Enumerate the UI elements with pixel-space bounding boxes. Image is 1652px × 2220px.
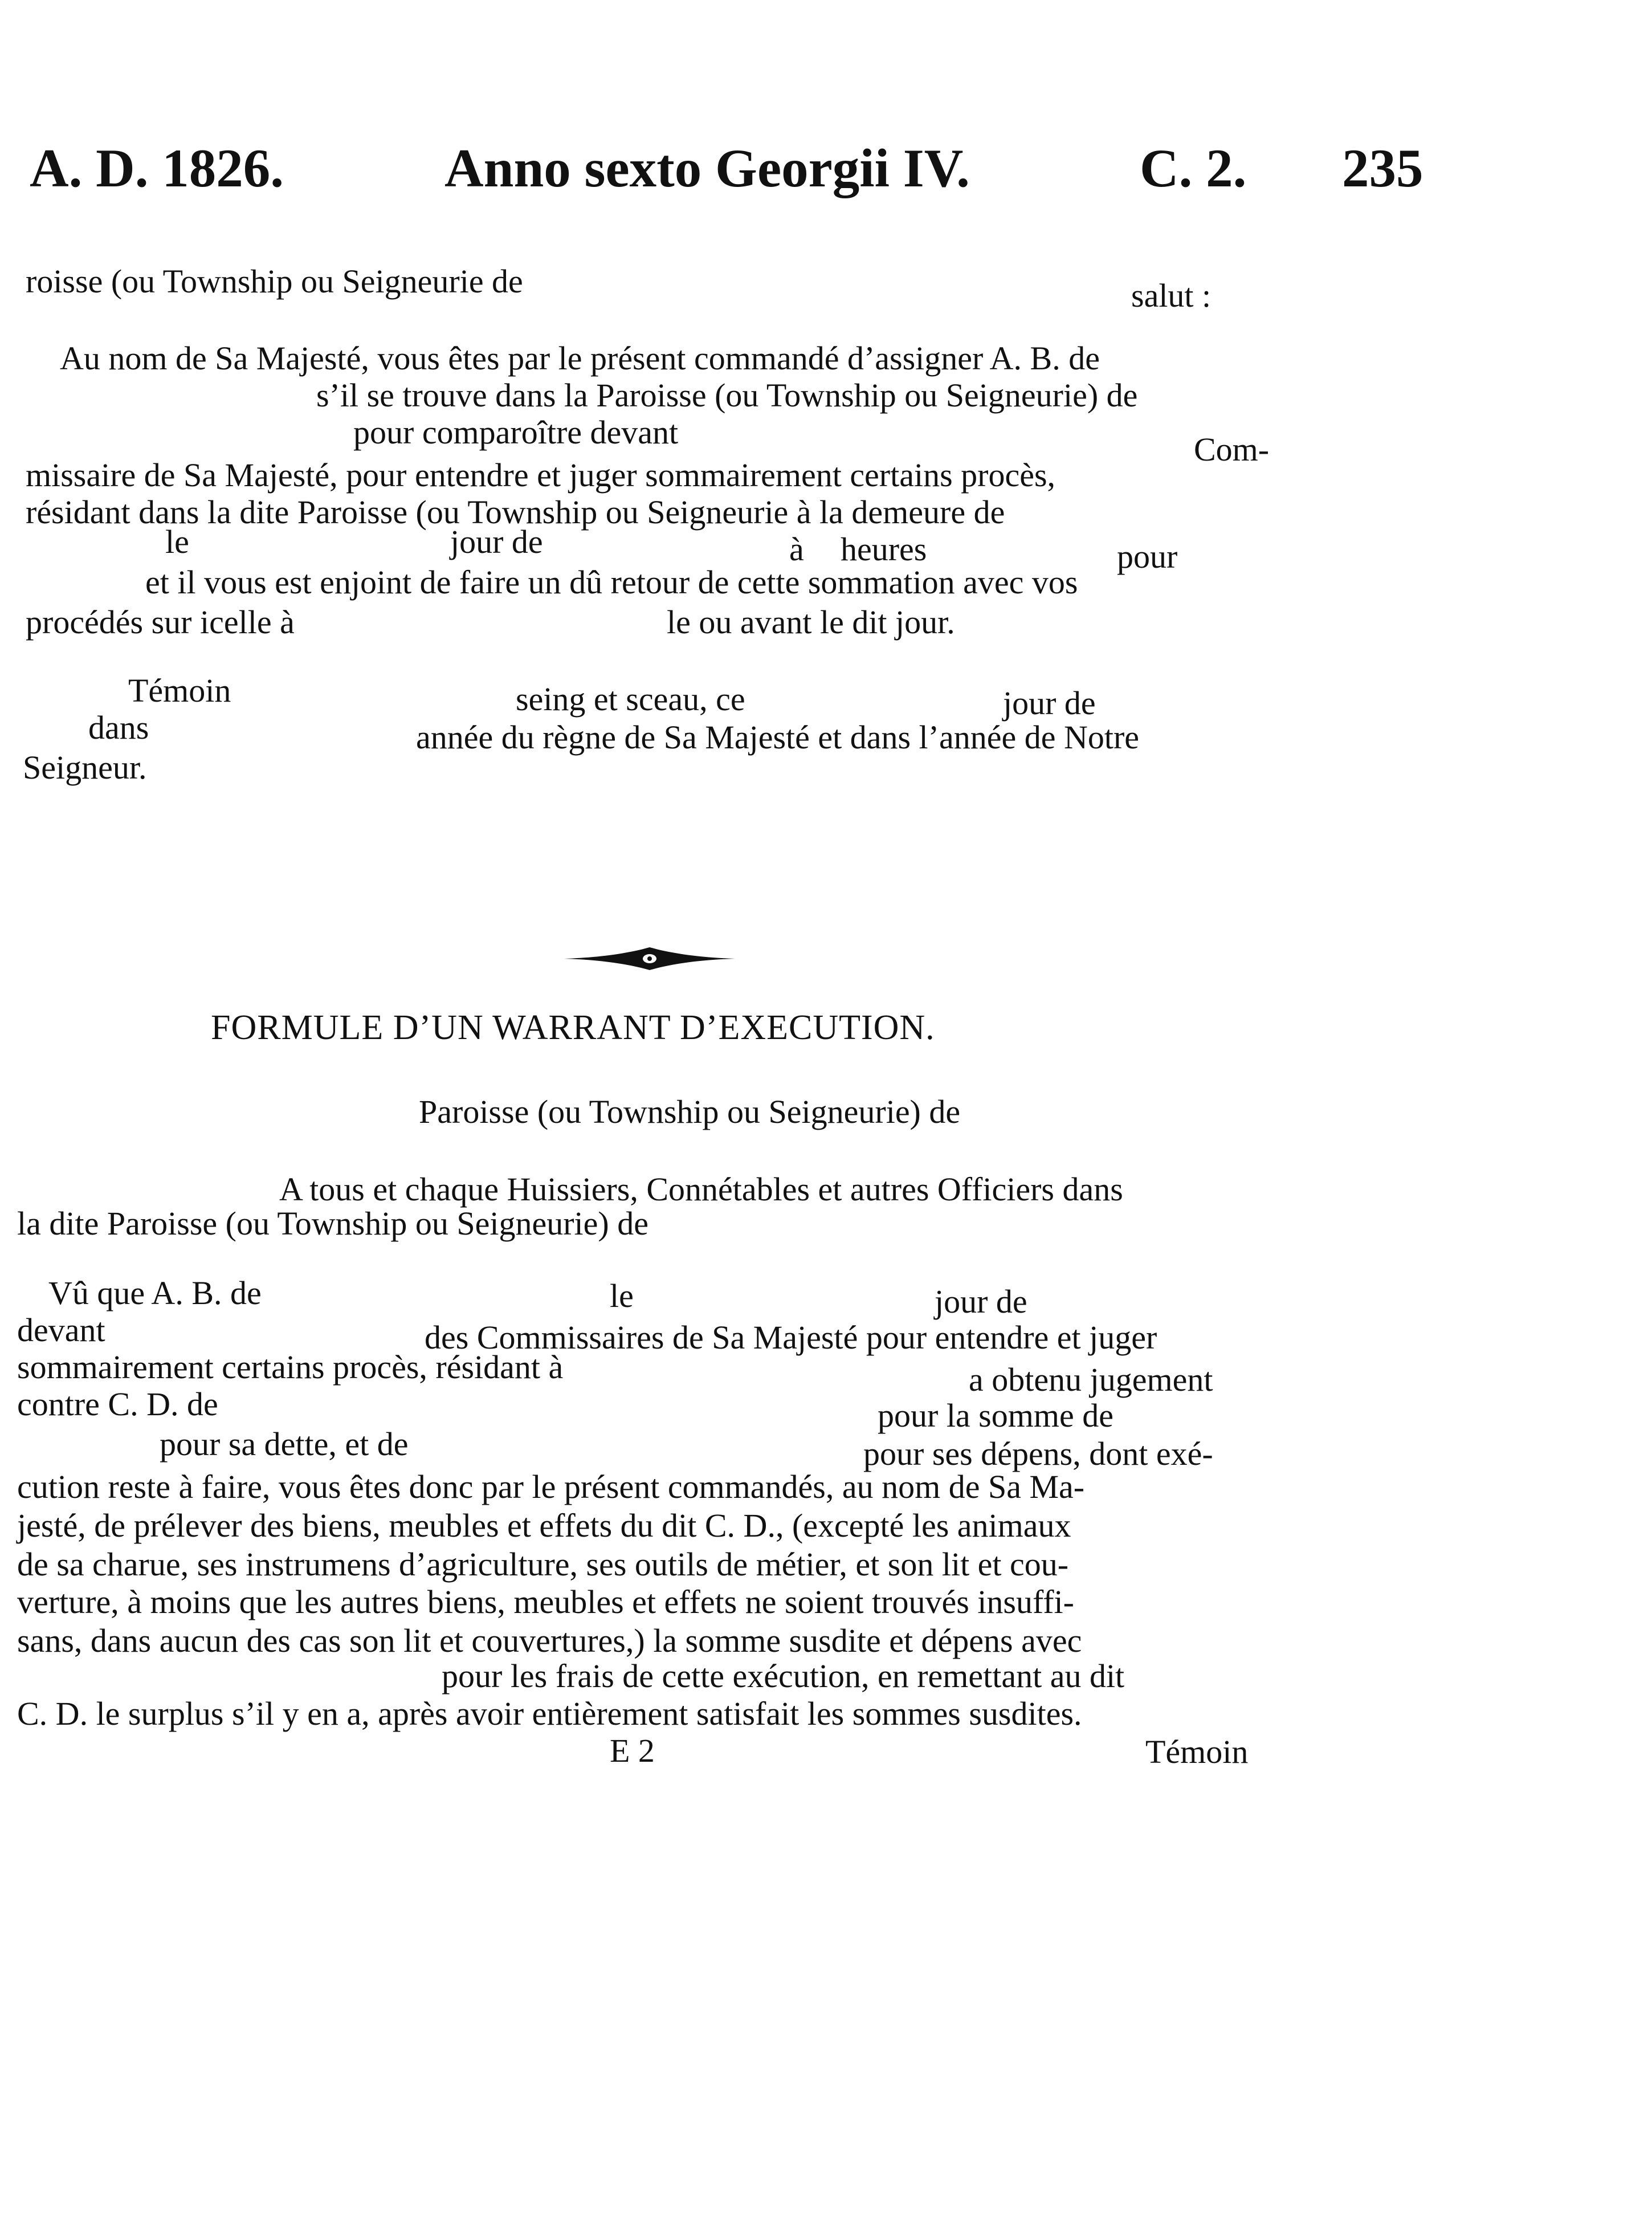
- decorative-ornament: [564, 946, 735, 971]
- warrant-line: devant: [17, 1311, 105, 1349]
- summons-line: procédés sur icelle à: [26, 604, 295, 641]
- summons-line: pour comparoître devant: [353, 414, 679, 451]
- warrant-line: pour sa dette, et de: [160, 1425, 409, 1463]
- header-year: A. D. 1826.: [30, 138, 284, 198]
- summons-line: jour de: [1003, 685, 1096, 722]
- warrant-line: pour la somme de: [878, 1397, 1113, 1434]
- warrant-line: Paroisse (ou Township ou Seigneurie) de: [419, 1093, 961, 1130]
- summons-line: Au nom de Sa Majesté, vous êtes par le présent commandé d’assigner A. B. de: [60, 340, 1100, 377]
- summons-line: dans: [88, 709, 149, 746]
- signature-mark: E 2: [610, 1732, 655, 1769]
- summons-line: Témoin: [128, 672, 231, 709]
- summons-line: heures: [841, 531, 927, 568]
- warrant-line: Vû que A. B. de: [48, 1274, 262, 1311]
- warrant-line: pour les frais de cette exécution, en remettant au dit: [442, 1657, 1125, 1694]
- header-chapter: C. 2.: [1140, 138, 1247, 198]
- warrant-line: jesté, de prélever des biens, meubles et effets du dit C. D., (excepté les animaux: [17, 1507, 1071, 1544]
- summons-line: s’il se trouve dans la Paroisse (ou Township ou Seigneurie) de: [316, 377, 1138, 414]
- warrant-line: a obtenu jugement: [969, 1361, 1213, 1398]
- warrant-line: le: [610, 1277, 634, 1314]
- summons-line: Seigneur.: [23, 749, 147, 786]
- warrant-line: de sa charue, ses instrumens d’agriculture, ses outils de métier, et son lit et cou-: [17, 1546, 1069, 1583]
- summons-line: missaire de Sa Majesté, pour entendre et juger sommairement certains procès,: [26, 457, 1056, 494]
- catchword: Témoin: [1145, 1733, 1249, 1770]
- summons-line: année du règne de Sa Majesté et dans l’année de Notre: [416, 719, 1140, 756]
- summons-line: le: [165, 523, 189, 560]
- summons-line: et il vous est enjoint de faire un dû retour de cette sommation avec vos: [145, 564, 1078, 601]
- warrant-title: FORMULE D’UN WARRANT D’EXECUTION.: [211, 1008, 935, 1047]
- summons-line: seing et sceau, ce: [516, 681, 745, 718]
- header-act-title: Anno sexto Georgii IV.: [444, 138, 970, 198]
- warrant-line: verture, à moins que les autres biens, meubles et effets ne soient trouvés insuffi-: [17, 1583, 1074, 1620]
- warrant-line: jour de: [935, 1283, 1027, 1320]
- warrant-line: pour ses dépens, dont exé-: [863, 1435, 1213, 1472]
- warrant-line: des Commissaires de Sa Majesté pour entendre et juger: [425, 1319, 1157, 1356]
- warrant-line: contre C. D. de: [17, 1386, 218, 1423]
- summons-line: Com-: [1194, 431, 1270, 468]
- warrant-line: sans, dans aucun des cas son lit et couvertures,) la somme susdite et dépens avec: [17, 1622, 1082, 1659]
- page-number: 235: [1342, 138, 1423, 198]
- warrant-line: cution reste à faire, vous êtes donc par le présent commandés, au nom de Sa Ma-: [17, 1468, 1085, 1505]
- summons-line: jour de: [450, 523, 543, 560]
- warrant-line: A tous et chaque Huissiers, Connétables et autres Officiers dans: [279, 1171, 1123, 1208]
- summons-line: salut :: [1131, 277, 1212, 314]
- summons-line: le ou avant le dit jour.: [667, 604, 955, 641]
- warrant-line: la dite Paroisse (ou Township ou Seigneurie) de: [17, 1205, 648, 1242]
- summons-line: roisse (ou Township ou Seigneurie de: [26, 263, 523, 300]
- summons-line: pour: [1117, 538, 1178, 575]
- summons-line: à: [789, 531, 804, 568]
- warrant-line: sommairement certains procès, résidant à: [17, 1349, 564, 1386]
- warrant-line: C. D. le surplus s’il y en a, après avoir entièrement satisfait les sommes susdites.: [17, 1695, 1082, 1732]
- summons-line: résidant dans la dite Paroisse (ou Township ou Seigneurie à la demeure de: [26, 494, 1005, 531]
